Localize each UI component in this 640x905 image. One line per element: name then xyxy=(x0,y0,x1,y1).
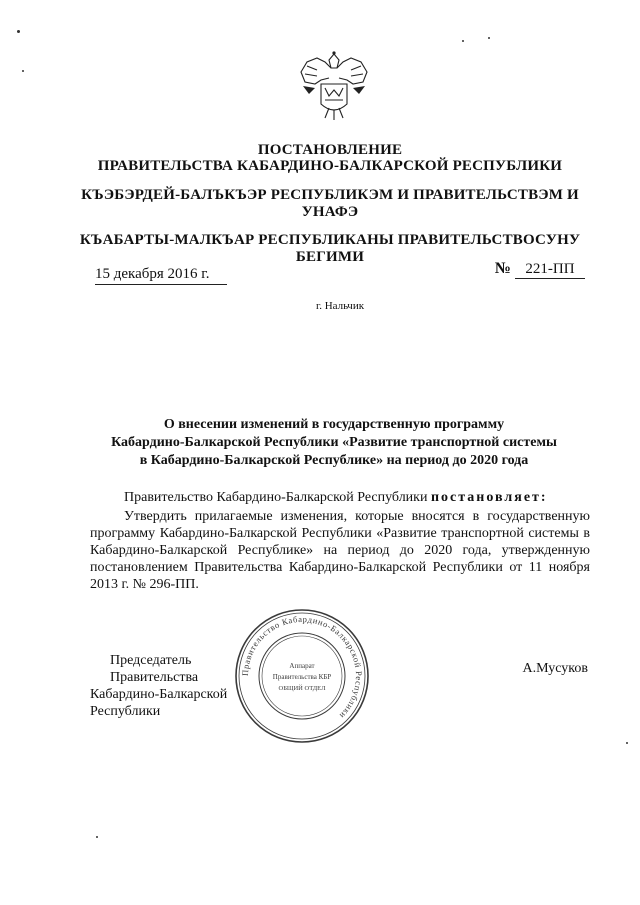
number-value: 221-ПП xyxy=(515,261,585,279)
scan-speck xyxy=(488,37,490,39)
scan-speck xyxy=(22,70,24,72)
seal-ring-text: Правительство Кабардино-Балкарской Республики xyxy=(239,613,365,722)
doc-type-title: ПОСТАНОВЛЕНИЕ xyxy=(257,142,403,158)
seal-center-line1: Аппарат xyxy=(289,662,315,670)
date-number-row xyxy=(95,260,585,288)
balkar-title-line1: КЪАБАРТЫ-МАЛКЪАР РЕСПУБЛИКАНЫ ПРАВИТЕЛЬСТВОСУНУ xyxy=(79,232,581,248)
eagle-emblem-icon xyxy=(295,48,373,122)
subject-line2: Кабардино-Балкарской Республики «Развитие транспортной системы xyxy=(111,435,557,450)
resolution-body: Утвердить прилагаемые изменения, которые вносятся в государственную программу Кабардино-Балкарской Республики «Развитие транспортной системы в Кабардино-Балкарской Республике» на период до 2020 года, утвержденную постановлением Правительства Кабардино-Балкарской Республики от 11 ноября 2013 г. № 296-ПП. xyxy=(90,509,590,592)
subject-line1: О внесении изменений в государственную программу xyxy=(163,417,505,432)
position-line2: Кабардино-Балкарской Республики xyxy=(90,687,228,719)
resolution-preamble xyxy=(90,489,590,506)
signatory-position xyxy=(90,652,270,720)
number-sign: № xyxy=(494,260,511,277)
coat-of-arms-emblem xyxy=(295,48,373,122)
scan-speck xyxy=(96,836,98,838)
kabardian-title-line2: УНАФЭ xyxy=(301,204,359,220)
resolves-keyword: постановляет: xyxy=(430,490,548,505)
document-subject xyxy=(80,416,588,470)
seal-center-line2: Правительства КБР xyxy=(272,673,332,681)
scan-speck xyxy=(17,30,20,33)
government-name: ПРАВИТЕЛЬСТВА КАБАРДИНО-БАЛКАРСКОЙ РЕСПУБЛИКИ xyxy=(97,158,563,174)
document-date: 15 декабря 2016 г. xyxy=(95,266,227,285)
city-name: г. Нальчик xyxy=(315,300,365,312)
signatory-name: А.Мусуков xyxy=(522,661,588,676)
position-line1: Председатель Правительства xyxy=(110,653,199,685)
preamble-text: Правительство Кабардино-Балкарской Республики xyxy=(124,490,431,505)
subject-line3: в Кабардино-Балкарской Республике» на период до 2020 года xyxy=(139,453,529,468)
scan-speck xyxy=(462,40,464,42)
balkar-title-line2: БЕГИМИ xyxy=(295,249,365,265)
kabardian-title-line1: КЪЭБЭРДЕЙ-БАЛЪКЪЭР РЕСПУБЛИКЭМ И ПРАВИТЕЛЬСТВЭМ И xyxy=(81,187,579,203)
document-number xyxy=(467,260,585,279)
scan-speck xyxy=(626,742,628,744)
seal-center-line3: ОБЩИЙ ОТДЕЛ xyxy=(278,685,326,692)
